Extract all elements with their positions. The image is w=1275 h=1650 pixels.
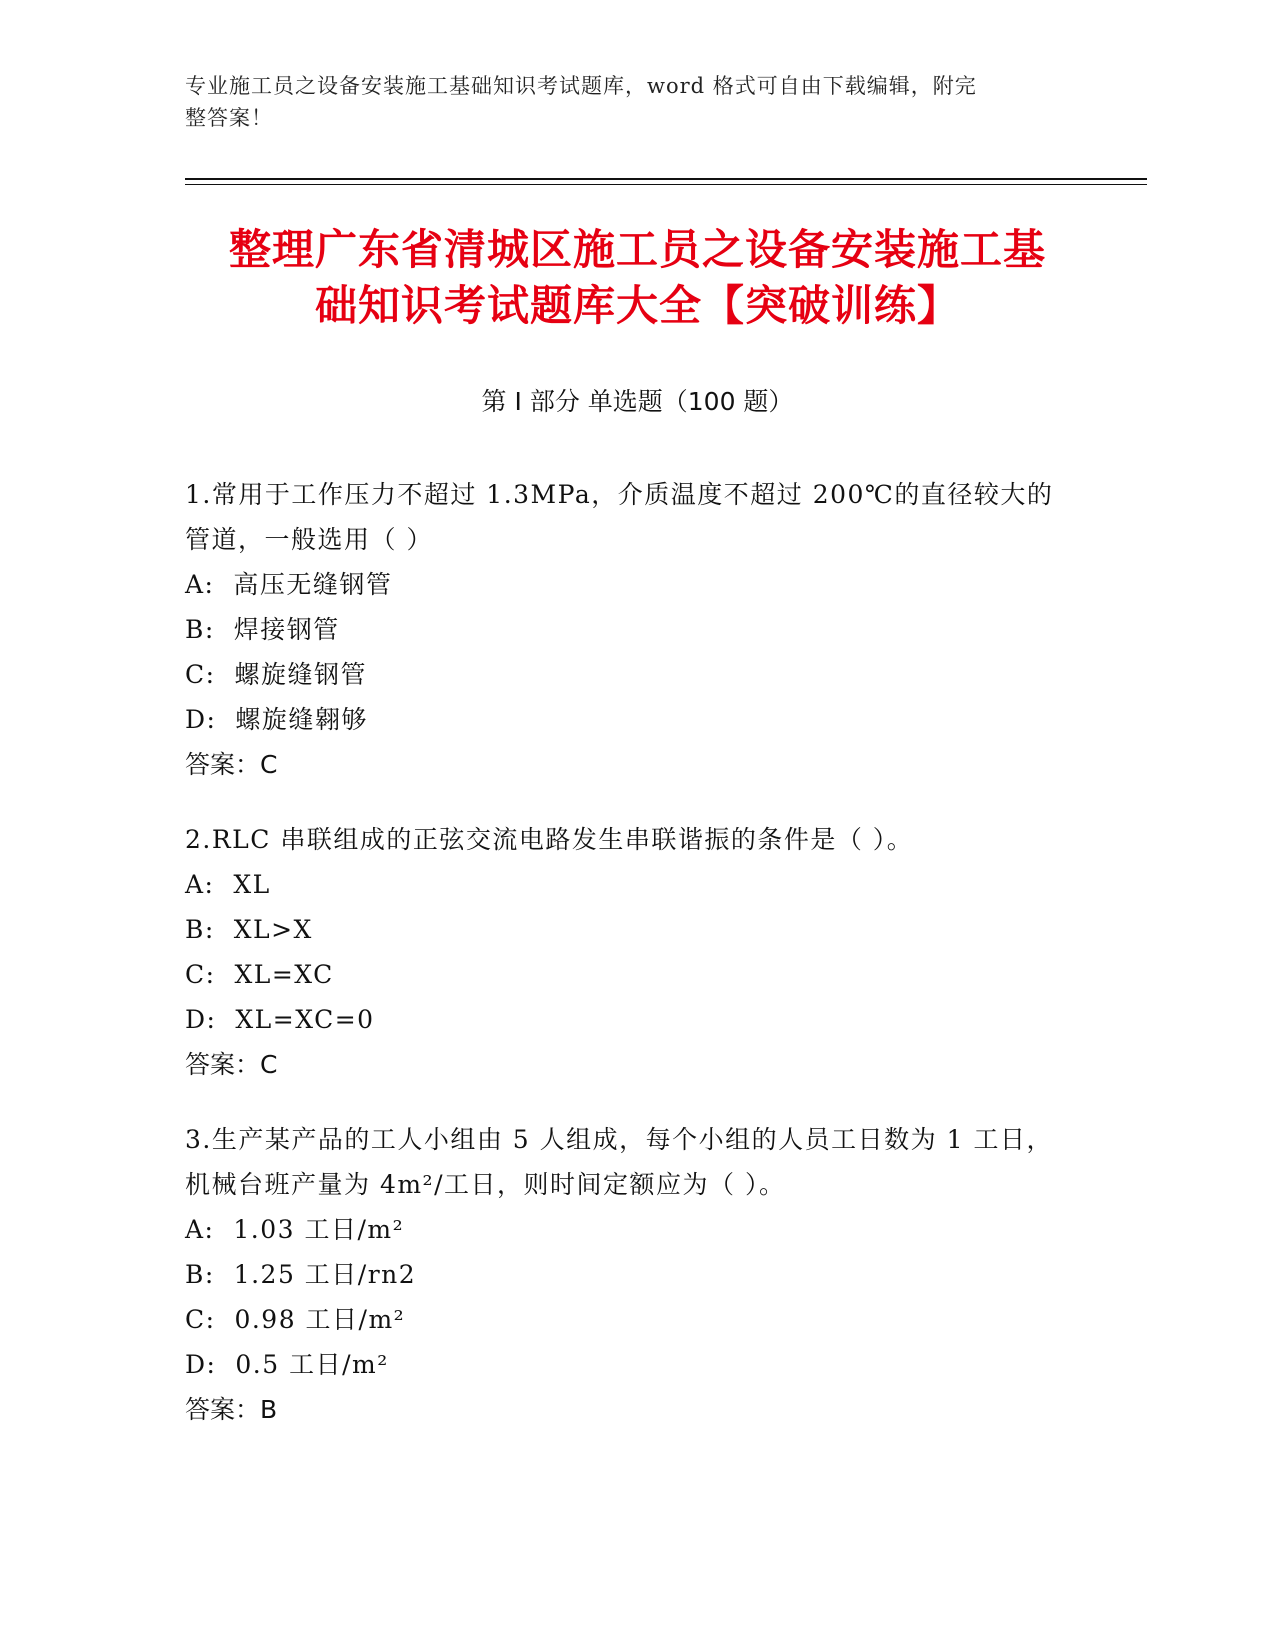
question-list bbox=[185, 472, 1065, 1462]
option-a: A: XL bbox=[185, 870, 271, 899]
option-b: B: XL>X bbox=[185, 915, 313, 944]
option-c: C: 0.98 工日/m² bbox=[185, 1305, 406, 1334]
header-divider-thick bbox=[185, 178, 1147, 180]
option-b: B: 焊接钢管 bbox=[185, 615, 340, 644]
question-stem: 2.RLC 串联组成的正弦交流电路发生串联谐振的条件是（ ）。 bbox=[185, 825, 914, 854]
question-item bbox=[185, 472, 1065, 787]
answer: 答案：C bbox=[185, 750, 278, 779]
answer: 答案：B bbox=[185, 1395, 278, 1424]
option-a: A: 1.03 工日/m² bbox=[185, 1215, 405, 1244]
header-note-line-2: 整答案！ bbox=[185, 106, 273, 130]
question-stem: 1.常用于工作压力不超过 1.3MPa，介质温度不超过 200℃的直径较大的管道，一般选用（ ） bbox=[185, 480, 1054, 554]
section-title: 第 I 部分 单选题（100 题） bbox=[481, 387, 794, 416]
option-c: C: XL=XC bbox=[185, 960, 334, 989]
document-title-line-2: 础知识考试题库大全【突破训练】 bbox=[314, 281, 960, 330]
option-a: A: 高压无缝钢管 bbox=[185, 570, 393, 599]
answer: 答案：C bbox=[185, 1050, 278, 1079]
document-title bbox=[160, 222, 1115, 334]
header-divider-thin bbox=[185, 184, 1147, 185]
option-d: D: 0.5 工日/m² bbox=[185, 1350, 389, 1379]
document-title-line-1: 整理广东省清城区施工员之设备安装施工基 bbox=[228, 225, 1046, 274]
header-note-line-1: 专业施工员之设备安装施工基础知识考试题库，word 格式可自由下载编辑，附完 bbox=[185, 74, 977, 98]
question-item bbox=[185, 817, 1065, 1087]
question-item bbox=[185, 1117, 1065, 1432]
option-d: D: 螺旋缝翱够 bbox=[185, 705, 368, 734]
option-b: B: 1.25 工日/rn2 bbox=[185, 1260, 417, 1289]
option-c: C: 螺旋缝钢管 bbox=[185, 660, 367, 689]
question-stem: 3.生产某产品的工人小组由 5 人组成，每个小组的人员工日数为 1 工日，机械台班产量为 4m²/工日，则时间定额应为（ ）。 bbox=[185, 1125, 1053, 1199]
header-note bbox=[185, 70, 1085, 134]
option-d: D: XL=XC=0 bbox=[185, 1005, 375, 1034]
